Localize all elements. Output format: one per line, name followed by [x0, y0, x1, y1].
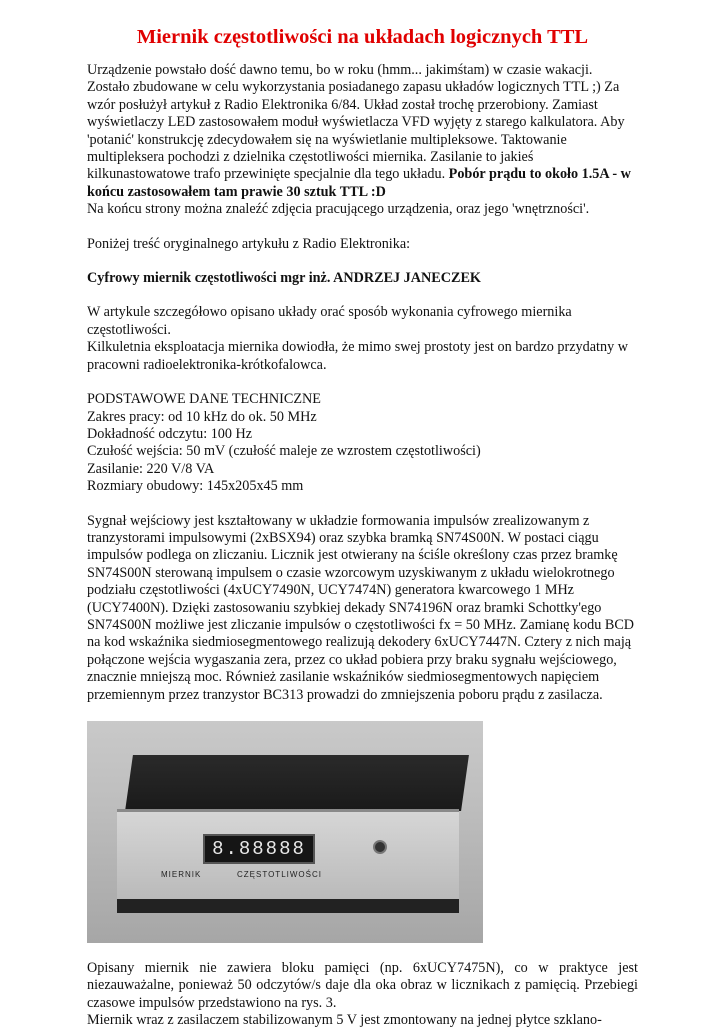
- photos-note: Na końcu strony można znaleźć zdjęcia pracującego urządzenia, oraz jego 'wnętrzności'.: [87, 201, 590, 218]
- spec-line: Zasilanie: 220 V/8 VA: [87, 460, 215, 477]
- spec-line: Dokładność odczytu: 100 Hz: [87, 425, 253, 442]
- device-case-top: [125, 755, 469, 811]
- vfd-display: 8.88888: [203, 834, 315, 864]
- spec-line: Rozmiary obudowy: 145x205x45 mm: [87, 478, 304, 495]
- spec-line: Zakres pracy: od 10 kHz do ok. 50 MHz: [87, 408, 317, 425]
- panel-label-left: MIERNIK: [161, 870, 202, 879]
- article-p1-text: W artykule szczegółowo opisano układy orać sposób wykonania cyfrowego miernika częstotliwości.: [87, 304, 572, 338]
- page-title: Miernik częstotliwości na układach logicznych TTL: [136, 26, 589, 48]
- device-photo: [87, 721, 483, 943]
- device-front-panel: [117, 809, 459, 906]
- intro-paragraph: [87, 62, 638, 219]
- original-article-intro: Poniżej treść oryginalnego artykułu z Radio Elektronika:: [87, 235, 411, 252]
- bottom-line-1: Opisany miernik nie zawiera bloku pamięci (np. 6xUCY7475N), co w praktyce jest niezauważalne, ponieważ 50 odczytów/s daje dla oka obraz w licznikach z pamięcią. Przebiegi czasowe impulsów przedstawiono na rys. 3.: [87, 960, 638, 1011]
- article-p2-text: Kilkuletnia eksploatacja miernika dowiodła, że mimo swej prostoty jest on bardzo przydatny w pracowni radioelektronika-krótkofalowca.: [87, 339, 628, 373]
- specs-heading: PODSTAWOWE DANE TECHNICZNE: [87, 391, 321, 408]
- intro-bold-text: Pobór prądu to około 1.5A - w końcu zastosowałem tam prawie 30 sztuk TTL :D: [87, 166, 631, 200]
- panel-label-right: CZĘSTOTLIWOŚCI: [237, 870, 322, 879]
- intro-text: Urządzenie powstało dość dawno temu, bo w roku (hmm... jakimśtam) w czasie wakacji. Zostało zbudowane w celu wykorzystania posiadanego zapasu układów logicznych TTL ;) Za wzór posłużył artykuł z Radio Elektronika 6/84. Układ został trochę przerobiony. Zamiast wyświetlaczy LED zastosowałem moduł wyświetlacza VFD wyjęty z starego kalkulatora. Aby 'potanić' konstrukcję zdecydowałem się na wyświetlanie multipleksowe. Taktowanie multipleksera pochodzi z dzielnika częstotliwości miernika. Zasilanie to jakieś kilkunastowatowe trafo przewinięte specjalnie dla tego układu.: [87, 62, 625, 183]
- spec-line: Czułość wejścia: 50 mV (czułość maleje ze wzrostem częstotliwości): [87, 443, 481, 460]
- article-title: Cyfrowy miernik częstotliwości mgr inż. ANDRZEJ JANECZEK: [87, 270, 481, 287]
- description-paragraph: Sygnał wejściowy jest kształtowany w układzie formowania impulsów zrealizowanym z tranzystorami impulsowymi (2xBSX94) oraz szybka bramką SN74S00N. W postaci ciągu impulsów podlega on zliczaniu. Licznik jest otwierany na ściśle określony czas przez bramkę SN74S00N sterowaną impulsem o czasie wzorcowym uzyskiwanym z układu wielokrotnego podziału częstotliwości (4xUCY7490N, UCY7474N) generatora kwarcowego 1 MHz (UCY7400N). Dzięki zastosowaniu szybkiej dekady SN74196N oraz bramki Schottky'ego SN74S00N możliwe jest zliczanie impulsów o częstotliwości fx = 50 MHz. Zamianę kodu BCD na kod wskaźnika siedmiosegmentowego realizują dekodery 6xUCY7447N. Cztery z nich mają połączone wejścia wygaszania zera, przez co układ pobiera przy braku sygnału wejściowego, znacznie mniejszą moc. Również zasilanie wskaźników siedmiosegmentowych napięciem przemiennym przez tranzystor BC313 prowadzi do zmniejszenia poboru prądu z zasilacza.: [87, 512, 635, 703]
- bottom-line-2: Miernik wraz z zasilaczem stabilizowanym 5 V jest zmontowany na jednej płytce szklano-: [87, 1012, 602, 1029]
- input-socket-icon: [373, 840, 387, 854]
- device-case-bottom: [117, 899, 459, 913]
- article-paragraph-1: [87, 304, 638, 374]
- specs-block: [87, 391, 638, 495]
- bottom-paragraph: [87, 960, 638, 1030]
